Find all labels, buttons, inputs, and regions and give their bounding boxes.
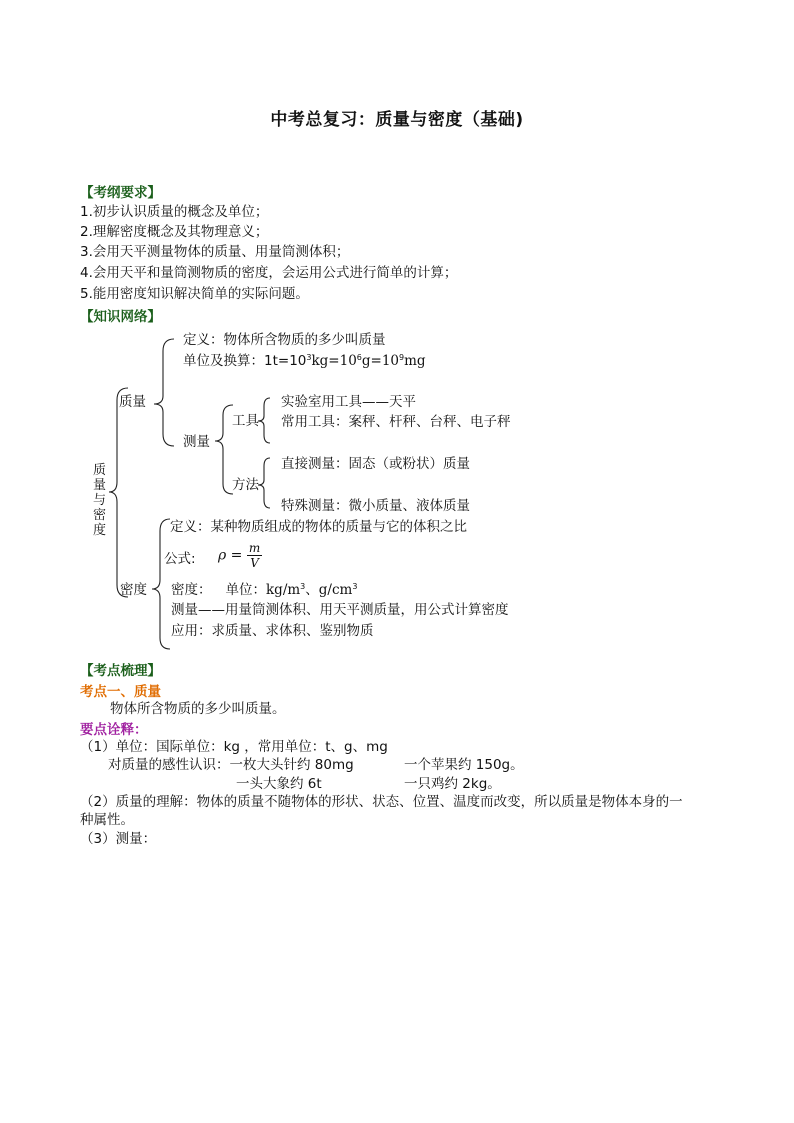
network-root-label: 质量与密度 xyxy=(92,463,106,538)
tools-label: 工具 xyxy=(232,413,259,429)
formula-denominator: V xyxy=(250,556,259,570)
understanding-line-cont: 种属性。 xyxy=(80,812,134,828)
measurement-line: （3）测量： xyxy=(80,831,157,847)
density-units xyxy=(171,580,357,600)
methods-brace xyxy=(258,458,270,508)
perception-apple: 一个苹果约 150g。 xyxy=(404,757,524,773)
mass-units-part: g=10 xyxy=(361,353,400,369)
mass-units-exp: 9 xyxy=(399,353,405,362)
tool-common: 常用工具：案秤、杆秤、台秤、电子秤 xyxy=(281,414,511,430)
mass-units-suffix: mg xyxy=(404,353,426,369)
mass-units-exp: 6 xyxy=(356,353,362,362)
notes-title: 要点诠释： xyxy=(80,722,148,738)
density-units-exp: 3 xyxy=(300,582,306,591)
formula-lhs: ρ = xyxy=(218,547,243,564)
syllabus-item: 5.能用密度知识解决简单的实际问题。 xyxy=(80,286,309,302)
mass-units xyxy=(183,351,426,371)
method-special: 特殊测量：微小质量、液体质量 xyxy=(281,498,470,514)
syllabus-item: 1.初步认识质量的概念及单位； xyxy=(80,204,269,220)
network-heading: 【知识网络】 xyxy=(80,309,161,325)
density-units-label: 密度： xyxy=(171,582,212,598)
density-formula xyxy=(218,541,262,570)
syllabus-item: 3.会用天平测量物体的质量、用量筒测体积； xyxy=(80,244,350,260)
measure-brace xyxy=(215,405,233,494)
mass-units-exp: 3 xyxy=(306,353,312,362)
perception-chicken: 一只鸡约 2kg。 xyxy=(404,776,501,792)
unit-line: （1）单位：国际单位：kg ，常用单位：t、g、mg xyxy=(80,739,388,755)
syllabus-item: 4.会用天平和量筒测物质的密度，会运用公式进行简单的计算； xyxy=(80,265,458,281)
density-units-prefix: 单位：kg/m xyxy=(225,582,301,598)
density-measure: 测量——用量筒测体积、用天平测质量，用公式计算密度 xyxy=(171,602,509,618)
formula-numerator: m xyxy=(248,541,261,555)
density-brace xyxy=(152,519,170,649)
mass-brace xyxy=(154,339,174,446)
formula-label: 公式: xyxy=(164,551,196,567)
methods-label: 方法 xyxy=(232,477,259,493)
point1-text: 物体所含物质的多少叫质量。 xyxy=(110,701,286,717)
root-brace xyxy=(109,388,128,597)
mass-units-part: kg=10 xyxy=(311,353,357,369)
mass-label: 质量 xyxy=(119,394,146,410)
mass-definition: 定义：物体所含物质的多少叫质量 xyxy=(183,332,386,348)
perception-line: 对质量的感性认识：一枚大头针约 80mg xyxy=(108,757,354,773)
density-applications: 应用：求质量、求体积、鉴别物质 xyxy=(171,623,374,639)
density-definition: 定义：某种物质组成的物体的质量与它的体积之比 xyxy=(170,519,467,535)
point1-title: 考点一、质量 xyxy=(80,684,161,700)
tool-lab: 实验室用工具——天平 xyxy=(281,394,416,410)
mass-measure-label: 测量 xyxy=(183,434,210,450)
understanding-line: （2）质量的理解：物体的质量不随物体的形状、状态、位置、温度而改变，所以质量是物体本身的一 xyxy=(80,794,683,810)
method-direct: 直接测量：固态（或粉状）质量 xyxy=(281,456,470,472)
density-label: 密度 xyxy=(120,582,147,598)
syllabus-item: 2.理解密度概念及其物理意义； xyxy=(80,224,269,240)
review-heading: 【考点梳理】 xyxy=(80,663,161,679)
perception-elephant: 一头大象约 6t xyxy=(236,776,322,792)
formula-fraction xyxy=(247,541,262,570)
density-units-part: 、g/cm xyxy=(305,582,353,598)
density-units-exp: 3 xyxy=(352,582,358,591)
mass-units-prefix: 单位及换算：1t=10 xyxy=(183,353,307,369)
tools-brace xyxy=(258,398,270,443)
page-title: 中考总复习：质量与密度（基础) xyxy=(270,110,524,130)
syllabus-heading: 【考纲要求】 xyxy=(80,185,161,201)
